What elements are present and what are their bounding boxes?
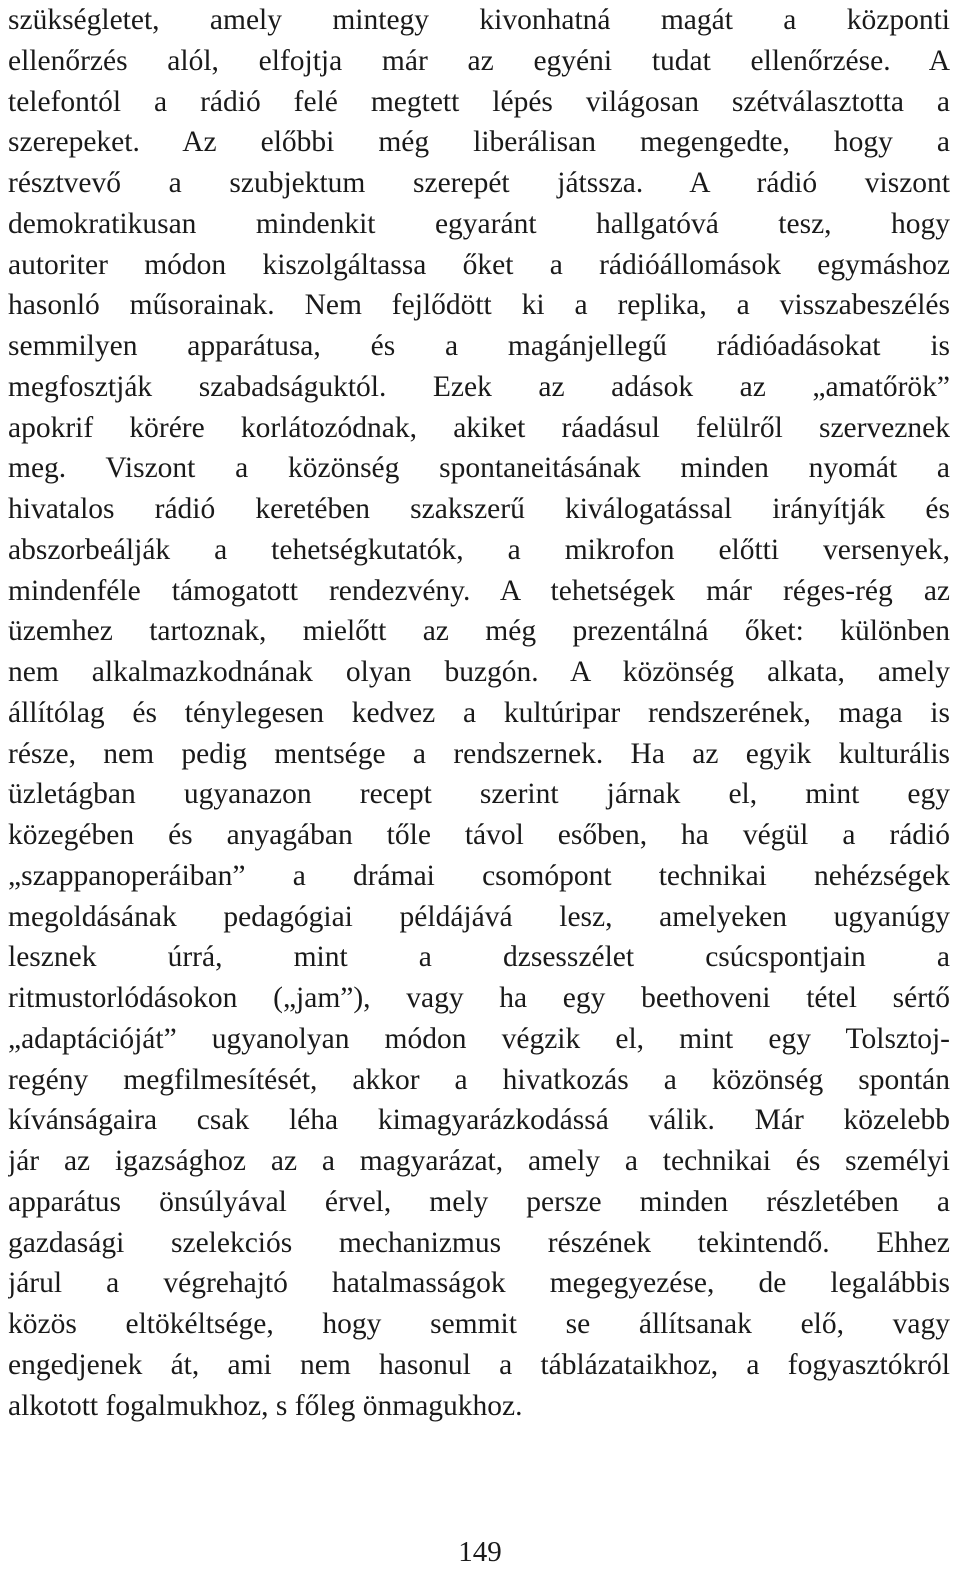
text-line: autoriter módon kiszolgáltassa őket a rádióállomások egymáshoz [8,248,950,281]
text-line: közegében és anyagában tőle távol esőben, ha végül a rádió [8,819,950,851]
text-line: „adaptációját” ugyanolyan módon végzik el, mint egy Tolsztoj- [8,1022,950,1055]
text-line: része, nem pedig mentsége a rendszernek. Ha az egyik kulturális [8,737,950,770]
text-line: megoldásának pedagógiai példájává lesz, amelyeken ugyanúgy [8,900,950,933]
text-line: szükségletet, amely mintegy kivonhatná magát a központi [8,4,950,36]
text-line: semmilyen apparátusa, és a magánjellegű rádióadásokat is [8,330,950,362]
text-line: engedjenek át, ami nem hasonul a táblázataikhoz, a fogyasztókról [8,1348,950,1381]
text-line: közös eltökéltsége, hogy semmit se állítsanak elő, vagy [8,1308,950,1340]
text-line: ellenőrzés alól, elfojtja már az egyéni tudat ellenőrzése. A [8,44,950,77]
text-line: hasonló műsorainak. Nem fejlődött ki a replika, a visszabeszélés [8,289,950,322]
text-line: telefontól a rádió felé megtett lépés világosan szétválasztotta a [8,85,950,118]
text-line: résztvevő a szubjektum szerepét játssza. A rádió viszont [8,167,950,199]
text-line: ritmustorlódásokon („jam”), vagy ha egy beethoveni tétel sértő [8,982,950,1014]
text-line: gazdasági szelekciós mechanizmus részének tekintendő. Ehhez [8,1226,950,1259]
text-line: regény megfilmesítését, akkor a hivatkozás a közönség spontán [8,1063,950,1096]
text-line: apparátus önsúlyával érvel, mely persze minden részletében a [8,1185,950,1218]
text-line: állítólag és ténylegesen kedvez a kultúripar rendszerének, maga is [8,696,950,729]
text-line: megfosztják szabadságuktól. Ezek az adások az „amatőrök” [8,370,950,403]
text-line: nem alkalmazkodnának olyan buzgón. A közönség alkata, amely [8,656,950,688]
text-line: apokrif körére korlátozódnak, akiket ráadásul felülről szerveznek [8,411,950,444]
text-line: lesznek úrrá, mint a dzsesszélet csúcspontjain a [8,941,950,974]
text-line: üzemhez tartoznak, mielőtt az még prezentálná őket: különben [8,615,950,648]
text-line: üzletágban ugyanazon recept szerint járnak el, mint egy [8,778,950,811]
text-line: hivatalos rádió keretében szakszerű kiválogatással irányítják és [8,493,950,525]
text-line: mindenféle támogatott rendezvény. A tehetségek már réges-rég az [8,574,950,607]
text-line: jár az igazsághoz az a magyarázat, amely a technikai és személyi [8,1145,950,1177]
text-line: járul a végrehajtó hatalmasságok megegyezése, de legalábbis [8,1267,950,1300]
text-line: „szappanoperáiban” a drámai csomópont technikai nehézségek [8,859,950,892]
text-line: abszorbeálják a tehetségkutatók, a mikrofon előtti versenyek, [8,533,950,566]
text-line: szerepeket. Az előbbi még liberálisan megengedte, hogy a [8,126,950,159]
text-line: alkotott fogalmukhoz, s főleg önmagukhoz. [8,1389,523,1422]
page-number: 149 [458,1536,502,1568]
body-text [8,0,950,1426]
text-line: demokratikusan mindenkit egyaránt hallgatóvá tesz, hogy [8,207,950,240]
text-line: kívánságaira csak léha kimagyarázkodássá válik. Már közelebb [8,1104,950,1137]
text-line: meg. Viszont a közönség spontaneitásának minden nyomát a [8,452,950,485]
